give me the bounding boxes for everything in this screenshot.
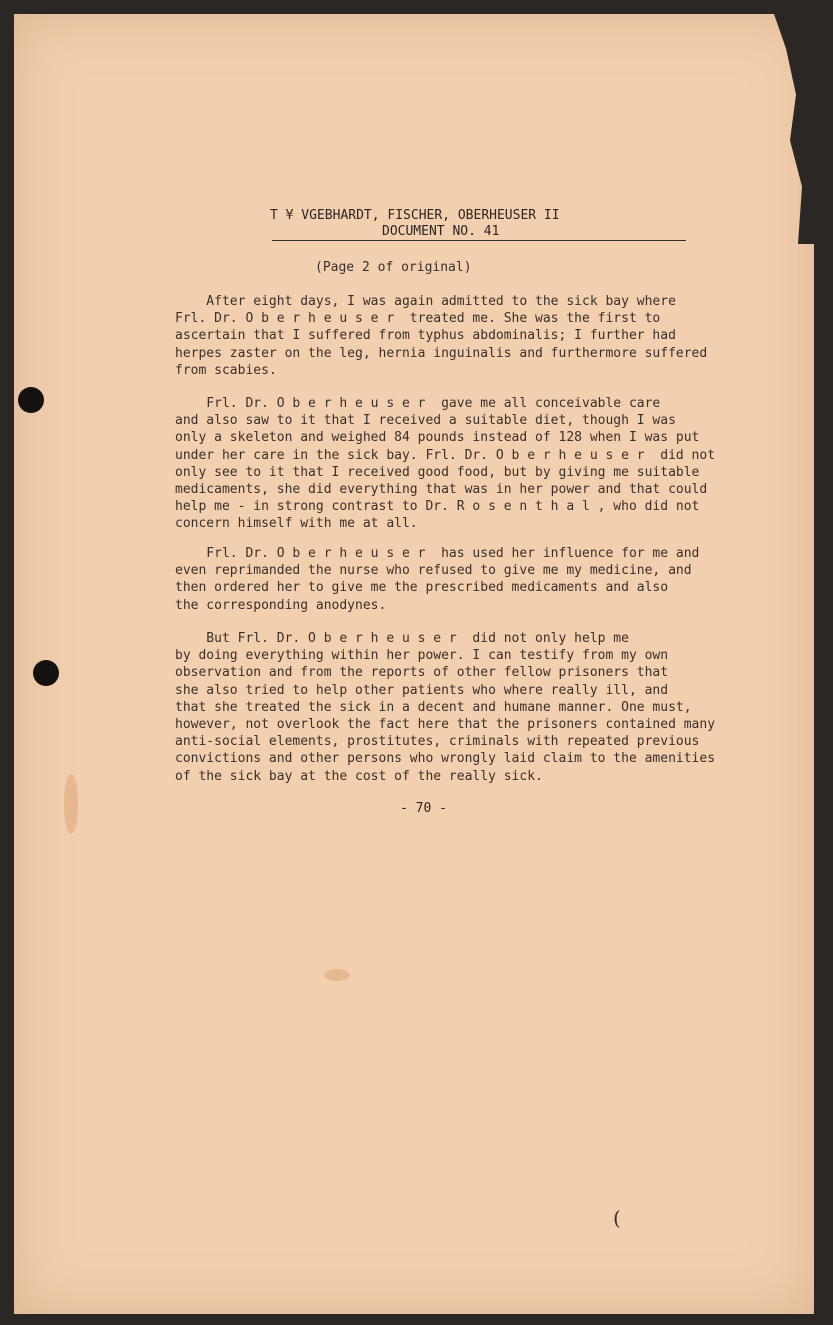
punch-hole xyxy=(18,387,44,413)
punch-hole xyxy=(33,660,59,686)
margin-mark: ( xyxy=(613,1206,621,1230)
paragraph-4: But Frl. Dr. O b e r h e u s e r did not only help me by doing everything within her power. I can testify from my own observation and from the reports of other fellow prisoners that she also tried to help other patients who where really ill, and that she treated the sick in a decent and humane manner. One must, however, not overlook the fact here that the prisoners contained many anti-social elements, prostitutes, criminals with repeated previous convictions and other persons who wrongly laid claim to the amenities of the sick bay at the cost of the really sick. xyxy=(175,631,716,784)
paragraph-1: After eight days, I was again admitted to the sick bay where Frl. Dr. O b e r h e u s e r treated me. She was the first to ascertain that I suffered from typhus abdominalis; I further had herpes zaster on the leg, hernia inguinalis and furthermore suffered from scabies. xyxy=(175,294,708,378)
page-note: (Page 2 of original) xyxy=(315,260,472,275)
header-line-2: DOCUMENT NO. 41 xyxy=(382,224,500,239)
header-rule xyxy=(272,240,686,241)
paper-stain xyxy=(64,774,78,834)
paper-stain xyxy=(324,969,350,981)
document-header xyxy=(270,208,690,240)
header-line-1: T ¥ VGEBHARDT, FISCHER, OBERHEUSER II xyxy=(270,208,560,223)
paragraph-2: Frl. Dr. O b e r h e u s e r gave me all conceivable care and also saw to it that I received a suitable diet, though I was only a skeleton and weighed 84 pounds instead of 128 when I was put under her care in the sick bay. Frl. Dr. O b e r h e u s e r did not only see to it that I received good food, but by giving me suitable medicaments, she did everything that was in her power and that could help me - in strong contrast to Dr. R o s e n t h a l , who did not concern himself with me at all. xyxy=(175,396,716,532)
paragraph-3: Frl. Dr. O b e r h e u s e r has used her influence for me and even reprimanded the nurse who refused to give me my medicine, and then ordered her to give me the prescribed medicaments and also the corresponding anodynes. xyxy=(175,546,700,613)
page-number: - 70 - xyxy=(400,801,447,816)
torn-corner xyxy=(774,14,814,244)
